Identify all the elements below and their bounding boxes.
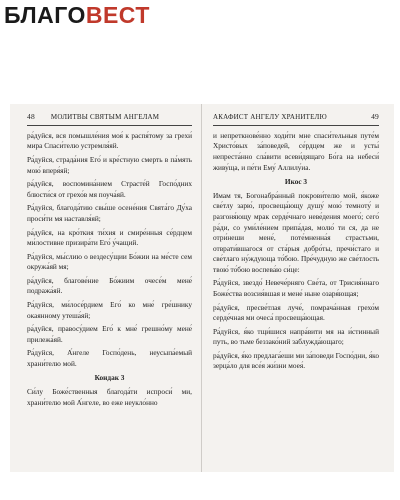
left-page <box>10 104 202 472</box>
prayer-line: ра́дуйся, воспомина́нием Страсте́й Госпо́дних блюсти́ся от грехо́в мя поуча́яй. <box>27 179 192 199</box>
prayer-line: ра́дуйся, на кро́ткия ти́хия и смире́нныя се́рдцем ми́лостивне призира́ти Его́ у́чащий. <box>27 227 192 248</box>
running-title: АКАФИСТ АНГЕЛУ ХРАНИТЕЛЮ <box>213 113 327 121</box>
running-title: МОЛИТВЫ СВЯТЫМ АНГЕЛАМ <box>50 113 160 121</box>
prayer-line: ра́дуйся, благове́ние Бо́жиим очесе́м мене́ подража́яй. <box>27 275 192 296</box>
section-heading: Кондак 3 <box>94 373 125 383</box>
prayer-line: ра́дуйся, пресве́тлая луче́, помрача́нная грехо́м серде́чная ми очеса́ просвеща́ющая. <box>213 302 379 323</box>
ikos-text: Имам тя, Богонабра́нный покрови́телю мой, я́коже све́тлу зарю́, просвеща́ющу душу́ мою́ темноту́ и разгоня́ющу мрак серде́чнаго неве́дения моего́; сего́ ра́ди, со уми́ле́нием припа́дая, молю́ ти ся, да не отри́неши мене́, поте́мненна́я страстьми, отврати́вшагося от ста́рыя добро́ты, пречи́стаго и све́тлаго ну́ждующа то́бою. Пре́чудную же све́тлость твою́ то́бою воспева́ю си́це: <box>213 190 379 274</box>
book-spread <box>10 104 394 472</box>
prayer-line: Ра́дуйся, ми́лосе́рдием Его́ ко мне́ гре́шнику окаянному утеша́яй; <box>27 299 192 320</box>
kondak-continuation: и непреткнове́нно ходи́ти мне спаси́тельныя путе́м Христо́вых за́поведей, се́рдцем же и усты́ непреста́нно сла́вити всеви́дящаго Бо́га на небеси́ живу́ща, и пе́ти Ему́ Аллилу́иа. <box>213 130 379 172</box>
prayer-line: ра́дуйся, вся помышле́ния моя́ к распя́тому за грехи́ мира Спаси́телю устремля́яй. <box>27 130 192 151</box>
kondak-text: Си́лу Боже́ственныя благода́ти испроси́ ми, храни́телю мой А́нгеле, во еже неукло́нно <box>27 387 192 407</box>
prayer-line: Ра́дуйся, страда́ния Его́ и кре́стную смерть в па́мять мою́ вперя́яй; <box>27 155 192 175</box>
left-page-header <box>27 112 192 126</box>
prayer-line: Ра́дуйся, мы́слию о вездесу́щии Бо́жии на ме́сте сем окружа́яй мя; <box>27 251 192 272</box>
prayer-line: Ра́дуйся, звездо́ Невече́рняго Све́та, от Трисия́ннаго Боже́ства возсия́вшая и мене́ ныне озаря́ющая; <box>213 278 379 298</box>
prayer-line: Ра́дуйся, я́ко тщи́шися напра́вити мя на и́стинный путь, во тьме беззако́ний заблужда́ющаго; <box>213 326 379 347</box>
prayer-line: ра́дуйся, правосу́дием Его́ к мне́ грешно́му мене́ прилежа́яй. <box>27 324 192 344</box>
right-page-header <box>213 112 379 126</box>
watermark-logo: БЛАГОВЕСТ <box>4 2 150 28</box>
page-number: 49 <box>371 112 379 121</box>
prayer-line: Ра́дуйся, благода́тию свы́ше осене́ния Свята́го Ду́ха проси́ти мя наставля́яй; <box>27 203 192 223</box>
prayer-line: ра́дуйся, я́ко предлага́еши ми за́поведи Госпо́дни, я́ко зерца́ло для все́я жи́зни моея́. <box>213 350 379 371</box>
prayer-line: Ра́дуйся, А́нгеле Госпо́день, неусыпа́емый храни́телю мой. <box>27 348 192 368</box>
right-page <box>202 104 394 472</box>
section-heading: Икос 3 <box>284 177 308 187</box>
page-number: 48 <box>27 112 35 121</box>
